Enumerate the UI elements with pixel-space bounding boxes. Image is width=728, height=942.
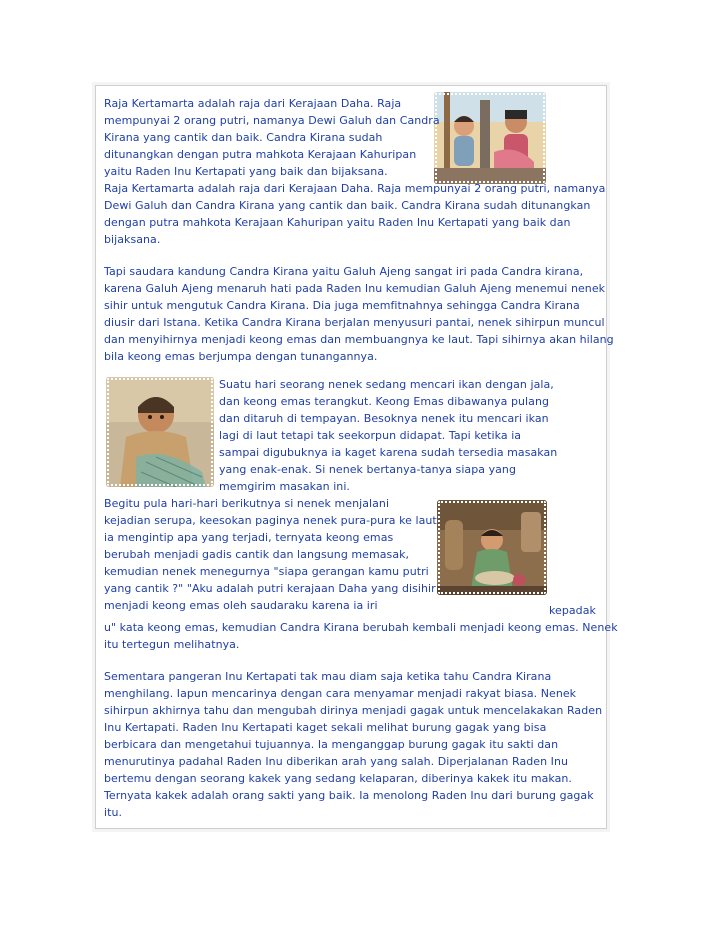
text-line: menjadi keong emas oleh saudaraku karena ia iri [104, 599, 378, 612]
text-line: Tapi saudara kandung Candra Kirana yaitu Galuh Ajeng sangat iri pada Candra kirana, [104, 265, 584, 278]
text-line: dan keong emas terangkut. Keong Emas dibawanya pulang [219, 395, 549, 408]
text-line: dan ditaruh di tempayan. Besoknya nenek itu mencari ikan [219, 412, 549, 425]
text-line: itu. [104, 806, 123, 819]
text-line: ia mengintip apa yang terjadi, ternyata keong emas [104, 531, 394, 544]
two-princesses-illustration [434, 92, 546, 184]
text-line: sihir untuk mengutuk Candra Kirana. Dia juga memfitnahnya sehingga Candra Kirana [104, 299, 580, 312]
text-line: kejadian serupa, keesokan paginya nenek pura-pura ke laut [104, 514, 437, 527]
text-line: yaitu Raden Inu Kertapati yang baik dan bijaksana. [104, 165, 388, 178]
text-line: karena Galuh Ajeng menaruh hati pada Raden Inu kemudian Galuh Ajeng menemui nenek [104, 282, 606, 295]
text-line: u" kata keong emas, kemudian Candra Kirana berubah kembali menjadi keong emas. Nenek [104, 621, 618, 634]
text-line: Dewi Galuh dan Candra Kirana yang cantik dan baik. Candra Kirana sudah ditunangkan [104, 199, 591, 212]
text-line: Kirana yang cantik dan baik. Candra Kirana sudah [104, 131, 383, 144]
text-line: diusir dari Istana. Ketika Candra Kirana berjalan menyusuri pantai, nenek sihirpun muncul [104, 316, 605, 329]
text-line: bertemu dengan seorang kakek yang sedang kelaparan, diberinya kakek itu makan. [104, 772, 572, 785]
text-line: Ternyata kakek adalah orang sakti yang baik. Ia menolong Raden Inu dari burung gagak [104, 789, 594, 802]
text-line: bijaksana. [104, 233, 161, 246]
text-line: berubah menjadi gadis cantik dan langsung memasak, [104, 548, 410, 561]
text-line: Suatu hari seorang nenek sedang mencari ikan dengan jala, [219, 378, 554, 391]
text-line: lagi di laut tetapi tak seekorpun didapat. Tapi ketika ia [219, 429, 522, 442]
text-line: dengan putra mahkota Kerajaan Kahuripan yaitu Raden Inu Kertapati yang baik dan [104, 216, 571, 229]
text-line: Raja Kertamarta adalah raja dari Kerajaan Daha. Raja [104, 97, 402, 110]
text-line: kemudian nenek menegurnya "siapa gerangan kamu putri [104, 565, 429, 578]
text-line: sampai digubuknya ia kaget karena sudah tersedia masakan [219, 446, 558, 459]
text-line: memgirim masakan ini. [219, 480, 350, 493]
grandmother-net-illustration [106, 377, 214, 487]
kitchen-maiden-illustration [437, 500, 547, 595]
text-line: ditunangkan dengan putra mahkota Kerajaan Kahuripan [104, 148, 417, 161]
text-line: mempunyai 2 orang putri, namanya Dewi Galuh dan Candra [104, 114, 440, 127]
text-line: menghilang. Iapun mencarinya dengan cara menyamar menjadi rakyat biasa. Nenek [104, 687, 577, 700]
text-line: menurutinya padahal Raden Inu diberikan arah yang salah. Diperjalanan Raden Inu [104, 755, 568, 768]
text-line: Raja Kertamarta adalah raja dari Kerajaan Daha. Raja mempunyai 2 orang putri, namanya [104, 182, 606, 195]
text-line: yang enak-enak. Si nenek bertanya-tanya siapa yang [219, 463, 516, 476]
text-line: Sementara pangeran Inu Kertapati tak mau diam saja ketika tahu Candra Kirana [104, 670, 552, 683]
text-line: yang cantik ?" "Aku adalah putri kerajaan Daha yang disihir [104, 582, 436, 595]
text-line: sihirpun akhirnya tahu dan mengubah dirinya menjadi gagak untuk mencelakakan Raden [104, 704, 603, 717]
text-line: bila keong emas berjumpa dengan tunangannya. [104, 350, 378, 363]
text-line: itu tertegun melihatnya. [104, 638, 240, 651]
text-line: Begitu pula hari-hari berikutnya si nenek menjalani [104, 497, 390, 510]
text-line: berbicara dan mengetahui tujuannya. Ia menganggap burung gagak itu sakti dan [104, 738, 559, 751]
text-line: Inu Kertapati. Raden Inu Kertapati kaget sekali melihat burung gagak yang bisa [104, 721, 547, 734]
text-line: dan menyihirnya menjadi keong emas dan membuangnya ke laut. Tapi sihirnya akan hilang [104, 333, 614, 346]
text-line: kepadak [549, 604, 596, 617]
